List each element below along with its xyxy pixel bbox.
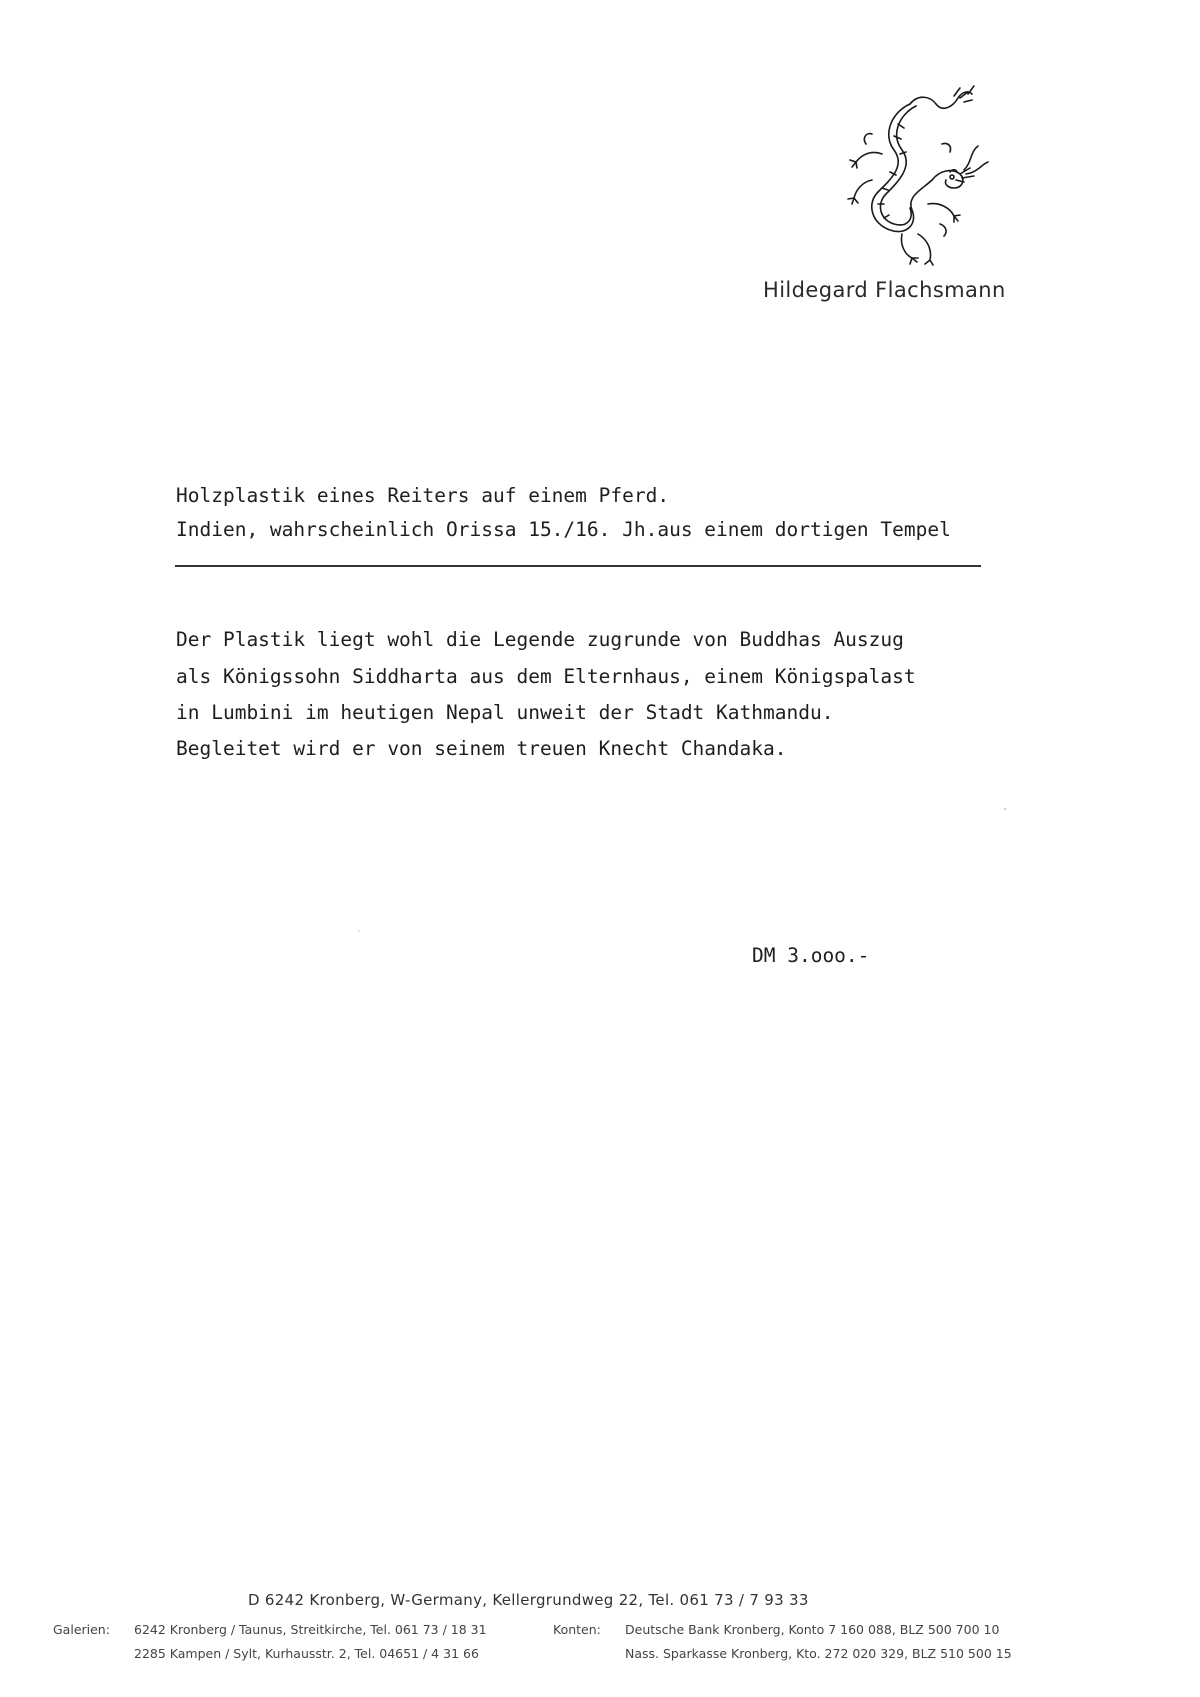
description-line: in Lumbini im heutigen Nepal unweit der Stadt Kathmandu.	[176, 701, 834, 724]
footer-galleries-label: Galerien:	[53, 1622, 110, 1637]
footer-account-sparkasse: Nass. Sparkasse Kronberg, Kto. 272 020 329, BLZ 510 500 15	[625, 1646, 1012, 1661]
item-title-line-2: Indien, wahrscheinlich Orissa 15./16. Jh.aus einem dortigen Tempel	[176, 518, 951, 541]
footer-account-deutsche-bank: Deutsche Bank Kronberg, Konto 7 160 088, BLZ 500 700 10	[625, 1622, 1000, 1637]
description-line: als Königssohn Siddharta aus dem Elternhaus, einem Königspalast	[176, 665, 916, 688]
footer-accounts-label: Konten:	[553, 1622, 601, 1637]
description-line: Begleitet wird er von seinem treuen Knecht Chandaka.	[176, 737, 787, 760]
footer-gallery-kronberg: 6242 Kronberg / Taunus, Streitkirche, Tel. 061 73 / 18 31	[134, 1622, 487, 1637]
paper-speck	[358, 930, 360, 932]
footer-gallery-kampen: 2285 Kampen / Sylt, Kurhausstr. 2, Tel. 04651 / 4 31 66	[134, 1646, 479, 1661]
price: DM 3.ooo.-	[752, 944, 870, 967]
footer-address: D 6242 Kronberg, W-Germany, Kellergrundweg 22, Tel. 061 73 / 7 93 33	[248, 1591, 809, 1609]
item-title-line-1: Holzplastik eines Reiters auf einem Pferd.	[176, 484, 670, 507]
paper-speck	[1004, 808, 1006, 810]
title-underline	[175, 565, 981, 567]
description-line: Der Plastik liegt wohl die Legende zugrunde von Buddhas Auszug	[176, 628, 904, 651]
dragon-logo-icon	[832, 84, 992, 270]
letterhead-name: Hildegard Flachsmann	[763, 278, 1006, 302]
